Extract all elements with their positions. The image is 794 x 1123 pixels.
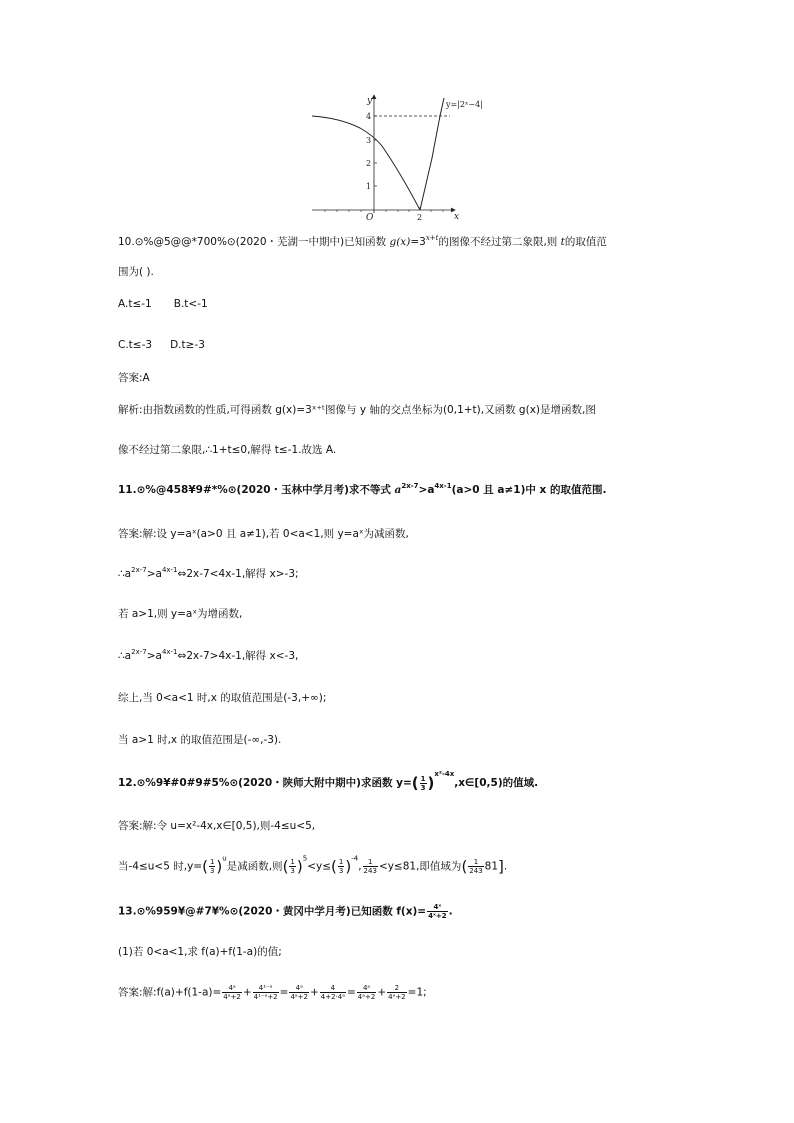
q12-answer2: 当-4≤u<5 时,y=( $\frac{1}{3}$ )$^u$是减函数,则( $\frac{1}{3}$ )$^5$<y≤( $\frac{1}{3}$ )$^{-4}$, $\frac{1}{243}$ <y≤81,即值域为( $\frac{1}{243}$ 81]. bbox=[118, 854, 508, 876]
q11-answer1: 答案:解:设 y=aˣ(a>0 且 a≠1),若 0<a<1,则 y=aˣ为减函数, bbox=[118, 528, 409, 540]
x-tick-2: 2 bbox=[417, 213, 423, 222]
q10-line1: 10.⊙%@5@@*700%⊙(2020・芜湖一中期中)已知函数 $g(x)=3^{x+t}$的图像不经过第二象限,则 t的取值范 bbox=[118, 234, 607, 248]
q11-summary2: 当 a>1 时,x 的取值范围是(-∞,-3). bbox=[118, 734, 282, 746]
option-b: B.t<-1 bbox=[173, 298, 208, 310]
q10-options-ab bbox=[118, 296, 208, 312]
y-axis-label: y bbox=[367, 96, 373, 106]
y-tick-4: 4 bbox=[366, 112, 372, 121]
q10-answer: 答案:A bbox=[118, 372, 150, 384]
q13-answer: 答案:解:f(a)+f(1-a)= $\frac{\text{4ᵃ}}{\text{4ᵃ+2}}$ + $\frac{\text{4¹⁻ᵃ}}{\text{4¹⁻ᵃ+2}}$ = $\frac{\text{4ᵃ}}{\text{4ᵃ+2}}$ + $\frac{4}{\text{4+2·4ᵃ}}$ = $\frac{\text{4ᵃ}}{\text{4ᵃ+2}}$ + $\frac{2}{\text{4ᵃ+2}}$ =1; bbox=[118, 984, 427, 1001]
q10-analysis-line1: 解析:由指数函数的性质,可得函数 g(x)=3ˣ⁺ᵗ图像与 y 轴的交点坐标为(0,1+t),又函数 g(x)是增函数,图 bbox=[118, 404, 596, 416]
y-tick-3: 3 bbox=[366, 136, 372, 145]
q10-line2: 围为( ). bbox=[118, 266, 154, 278]
curve-right-branch bbox=[420, 98, 444, 210]
option-d: D.t≥-3 bbox=[170, 339, 205, 351]
origin-label: O bbox=[366, 213, 374, 223]
q10-analysis-line2: 像不经过第二象限,∴1+t≤0,解得 t≤-1.故选 A. bbox=[118, 444, 337, 456]
y-tick-2: 2 bbox=[366, 159, 372, 168]
q11-line1: 11.⊙%@458¥9#*%⊙(2020・玉林中学月考)求不等式 $a^{2x-7}>a^{4x-1}(a>0$ 且 a≠1)中 x 的取值范围. bbox=[118, 482, 607, 496]
option-c: C.t≤-3 bbox=[118, 339, 153, 351]
q11-step1: $\therefore a^{2x-7}>a^{4x-1}\Leftrightarrow 2x-7<4x-1$,解得 x>-3; bbox=[118, 566, 299, 580]
q12-line1: 12.⊙%9¥#0#9#5%⊙(2020・陕师大附中期中)求函数 y=( $\frac{1}{3}$ )$^{x^2-4x}$,x∈[0,5)的值域. bbox=[118, 770, 539, 792]
q13-part1: (1)若 0<a<1,求 f(a)+f(1-a)的值; bbox=[118, 946, 282, 958]
q12-answer1: 答案:解:令 u=x²-4x,x∈[0,5),则-4≤u<5, bbox=[118, 820, 316, 832]
y-tick-1: 1 bbox=[366, 182, 372, 191]
option-a: A.t≤-1 bbox=[118, 298, 152, 310]
q11-summary1: 综上,当 0<a<1 时,x 的取值范围是(-3,+∞); bbox=[118, 692, 327, 704]
curve-label: y=|2ˣ−4| bbox=[446, 100, 483, 109]
x-axis-label: x bbox=[454, 212, 460, 222]
function-graph bbox=[0, 0, 794, 230]
q11-step2: $\therefore a^{2x-7}>a^{4x-1}\Leftrightarrow 2x-7>4x-1$,解得 x<-3, bbox=[118, 648, 299, 662]
q11-case2: 若 a>1,则 y=aˣ为增函数, bbox=[118, 608, 243, 620]
q13-line1: 13.⊙%959¥@#7¥%⊙(2020・黄冈中学月考)已知函数 f(x)= $\frac{\text{4ˣ}}{\text{4ˣ+2}}$ . bbox=[118, 903, 453, 920]
q10-options-cd bbox=[118, 337, 205, 353]
